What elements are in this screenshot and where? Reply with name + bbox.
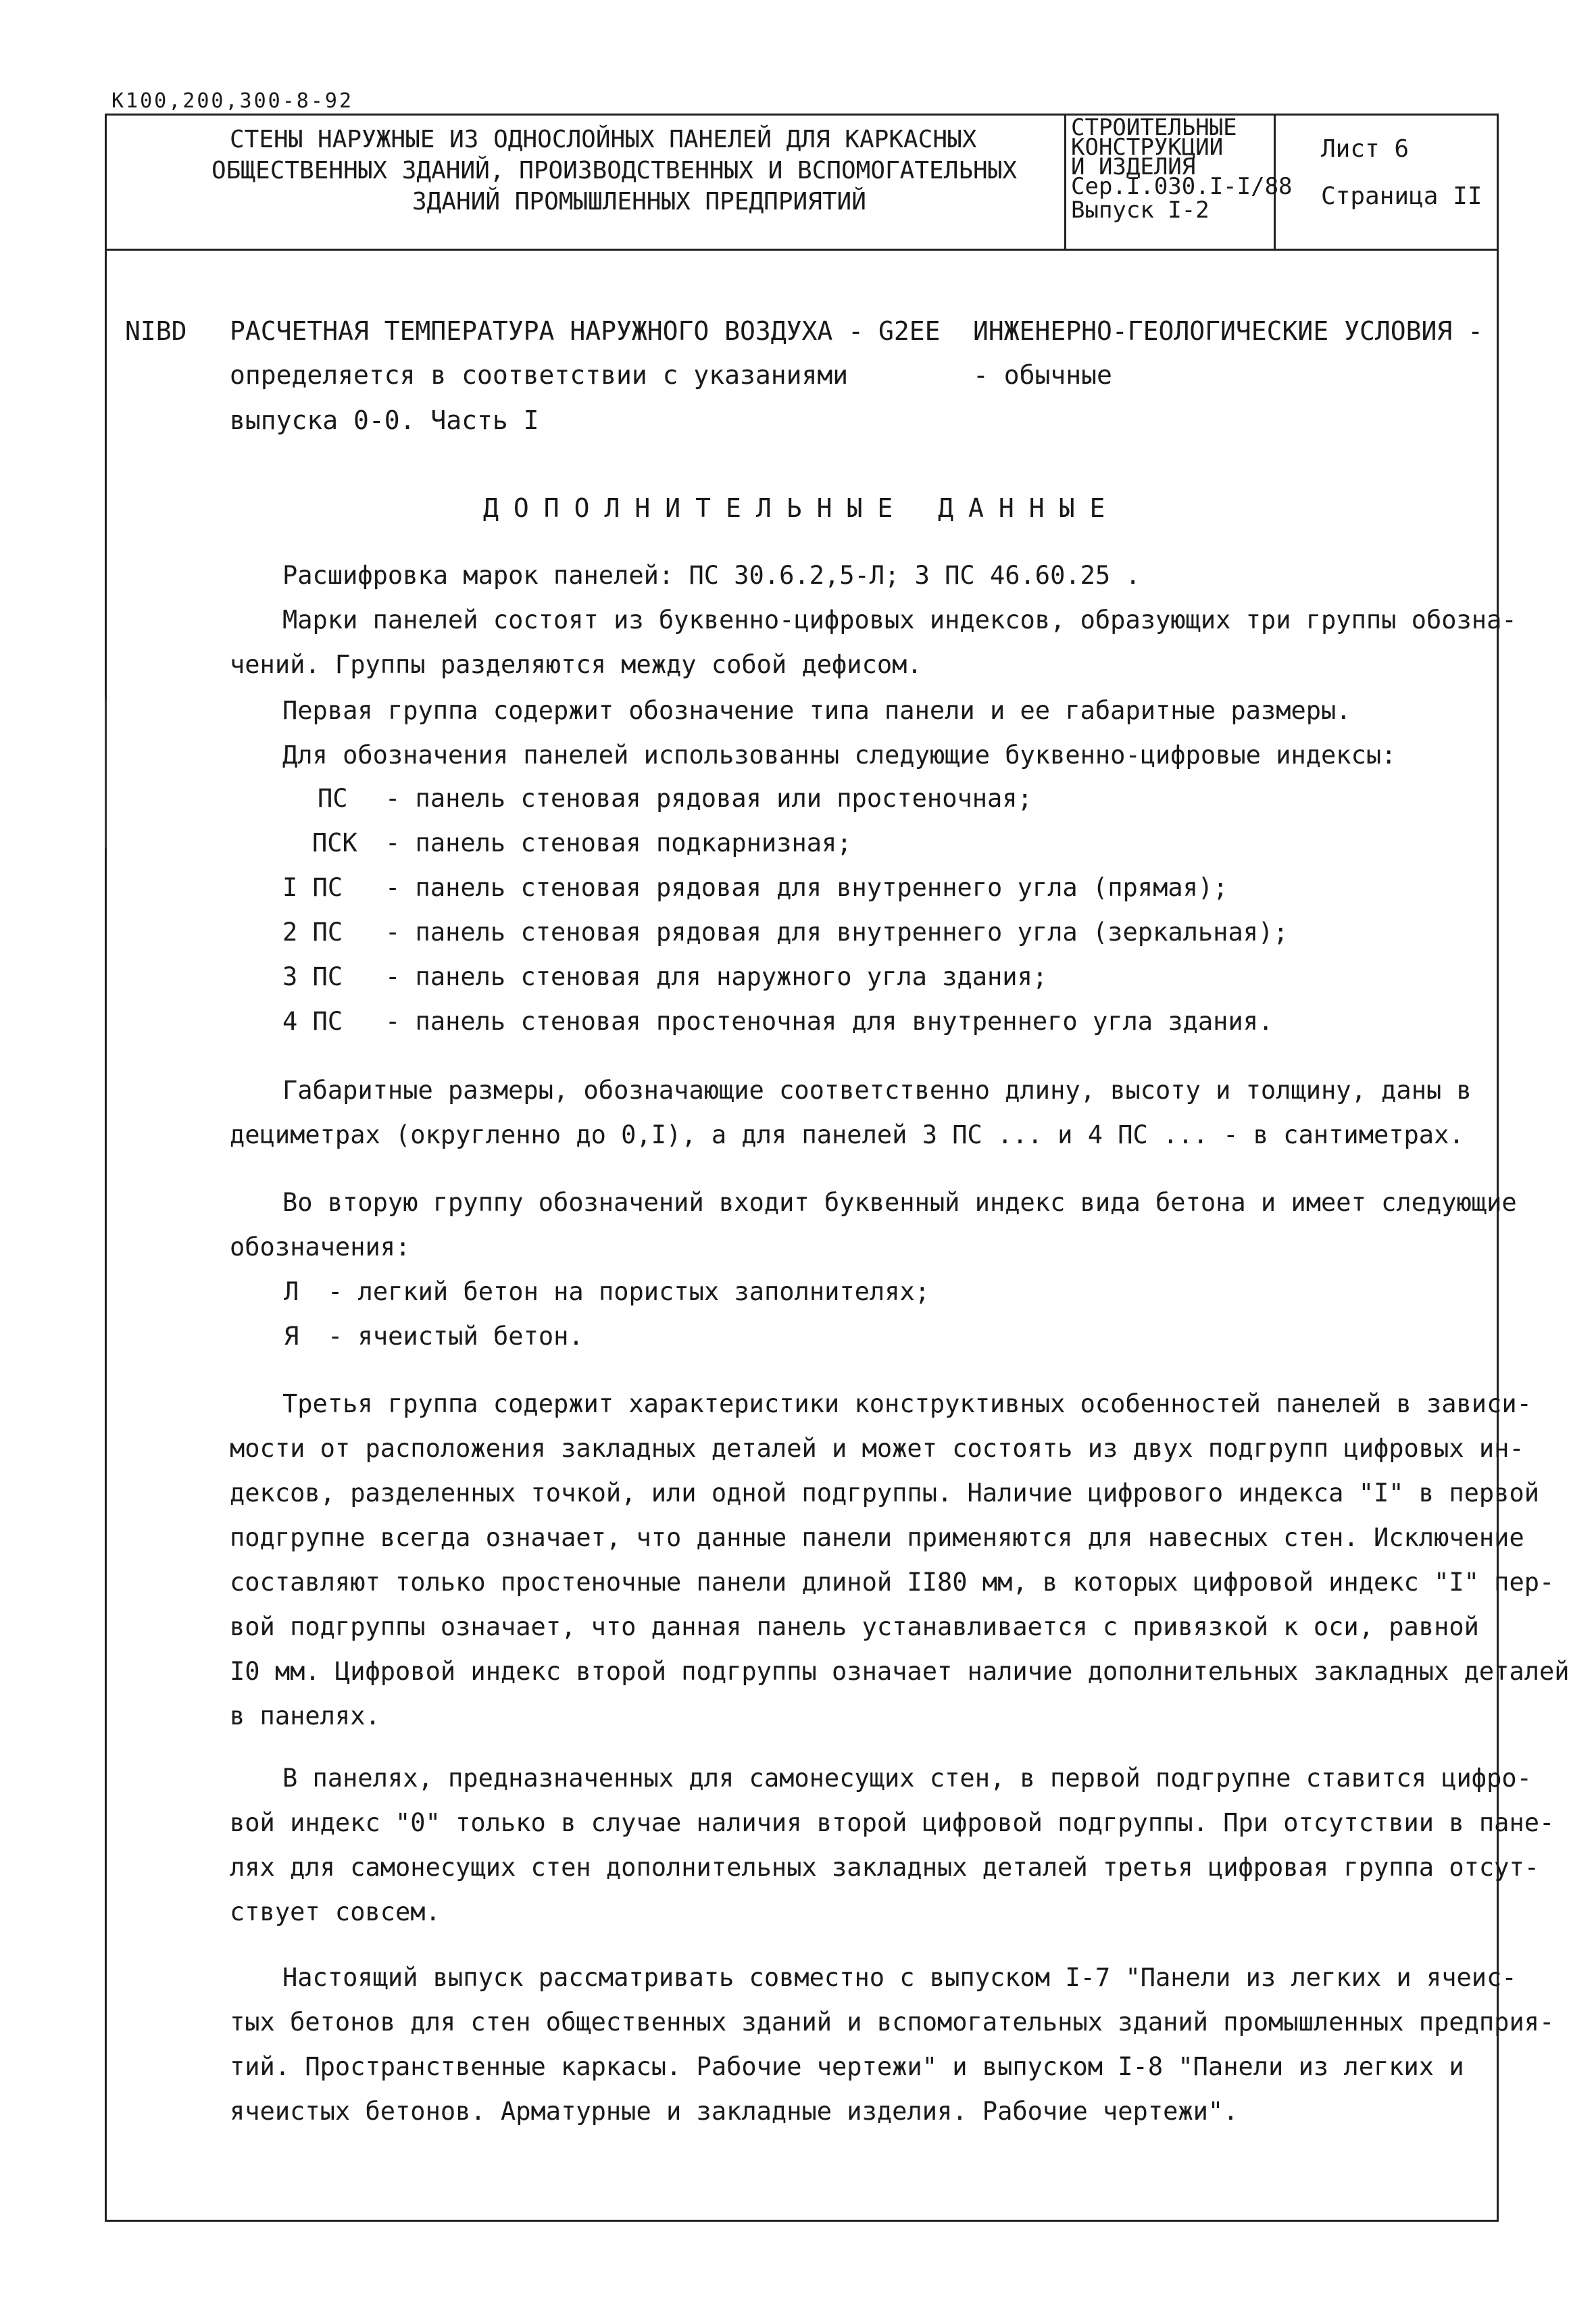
- stamp-line-1: СТРОИТЕЛЬНЫЕ: [1071, 114, 1237, 141]
- header-title-line-1: СТЕНЫ НАРУЖНЫЕ ИЗ ОДНОСЛОЙНЫХ ПАНЕЛЕЙ ДЛЯ КАРКАСНЫХ: [230, 126, 977, 153]
- group3-line-2: мости от расположения закладных деталей и может состоять из двух подгрупп цифровых ин-: [230, 1434, 1524, 1463]
- group3-line-7: I0 мм. Цифровой индекс второй подгруппы означает наличие дополнительных закладных деталей: [230, 1657, 1570, 1686]
- group3-line-6: вой подгруппы означает, что данная панель устанавливается с привязкой к оси, равной: [230, 1612, 1479, 1641]
- panel-type-code: 2 ПС: [282, 918, 343, 947]
- geology-line-2: - обычные: [973, 360, 1112, 390]
- section-heading: ДОПОЛНИТЕЛЬНЫЕ ДАННЫЕ: [483, 493, 1120, 523]
- intro-line-2: Марки панелей состоят из буквенно-цифровых индексов, образующих три группы обозна-: [282, 605, 1517, 634]
- selfbearing-line-4: ствует совсем.: [230, 1897, 441, 1926]
- selfbearing-line-1: В панелях, предназначенных для самонесущих стен, в первой подгрупне ставится цифро-: [282, 1764, 1532, 1793]
- group3-line-5: составляют только простеночные панели длиной II80 мм, в которых цифровой индекс "I" пер-: [230, 1568, 1555, 1597]
- panel-type-code: 4 ПС: [282, 1007, 343, 1036]
- panel-type-desc: - панель стеновая простеночная для внутреннего угла здания.: [385, 1007, 1274, 1036]
- dims-line-2: дециметрах (округленно до 0,I), а для панелей 3 ПС ... и 4 ПС ... - в сантиметрах.: [230, 1120, 1464, 1149]
- group3-line-8: в панелях.: [230, 1701, 380, 1731]
- intro-line-4: Первая группа содержит обозначение типа панели и ее габаритные размеры.: [282, 696, 1351, 725]
- concrete-type-desc: - легкий бетон на пористых заполнителях;: [328, 1277, 930, 1306]
- sheet-number: Лист 6: [1321, 135, 1410, 163]
- header-divider: [105, 249, 1499, 251]
- final-line-1: Настоящий выпуск рассматривать совместно с выпуском I-7 "Панели из легких и ячеис-: [282, 1963, 1517, 1992]
- geology-line-1: ИНЖЕНЕРНО-ГЕОЛОГИЧЕСКИЕ УСЛОВИЯ -: [973, 316, 1483, 346]
- panel-type-desc: - панель стеновая рядовая или простеночная;: [385, 784, 1032, 813]
- panel-type-desc: - панель стеновая для наружного угла здания;: [385, 962, 1048, 991]
- climate-code: NIBD: [125, 316, 187, 346]
- final-line-3: тий. Пространственные каркасы. Рабочие чертежи" и выпуском I-8 "Панели из легких и: [230, 2052, 1464, 2081]
- final-line-4: ячеистых бетонов. Арматурные и закладные изделия. Рабочие чертежи".: [230, 2097, 1239, 2126]
- selfbearing-line-3: лях для самонесущих стен дополнительных закладных деталей третья цифровая группа отсут-: [230, 1853, 1540, 1882]
- panel-type-code: ПСК: [312, 828, 357, 857]
- header-title-line-2: ОБЩЕСТВЕННЫХ ЗДАНИЙ, ПРОИЗВОДСТВЕННЫХ И ВСПОМОГАТЕЛЬНЫХ: [211, 157, 1018, 184]
- document-code: К100,200,300-8-92: [111, 89, 354, 113]
- page-number: Страница II: [1321, 182, 1482, 210]
- intro-line-1: Расшифровка марок панелей: ПС 30.6.2,5-Л; 3 ПС 46.60.25 .: [282, 561, 1141, 590]
- climate-line-1: РАСЧЕТНАЯ ТЕМПЕРАТУРА НАРУЖНОГО ВОЗДУХА -: [230, 316, 864, 346]
- final-line-2: тых бетонов для стен общественных зданий и вспомогательных зданий промышленных предприя-: [230, 2008, 1555, 2037]
- group3-line-3: дексов, разделенных точкой, или одной подгруппы. Наличие цифрового индекса "I" в первой: [230, 1478, 1540, 1508]
- panel-type-desc: - панель стеновая рядовая для внутреннего угла (зеркальная);: [385, 918, 1289, 947]
- climate-line-3: выпуска 0-0. Часть I: [230, 405, 539, 435]
- group2-line-2: обозначения:: [230, 1233, 411, 1262]
- panel-type-code: ПС: [318, 784, 348, 813]
- stamp-issue: Выпуск I-2: [1071, 197, 1210, 224]
- panel-type-desc: - панель стеновая рядовая для внутреннего угла (прямая);: [385, 873, 1228, 902]
- dims-line-1: Габаритные размеры, обозначающие соответственно длину, высоту и толщину, даны в: [282, 1076, 1472, 1105]
- stamp-line-3: И ИЗДЕЛИЯ: [1071, 153, 1196, 180]
- panel-type-desc: - панель стеновая подкарнизная;: [385, 828, 852, 857]
- panel-type-code: I ПС: [282, 873, 343, 902]
- group3-line-4: подгрупне всегда означает, что данные панели применяются для навесных стен. Исключение: [230, 1523, 1524, 1552]
- header-col-divider-1: [1064, 114, 1066, 249]
- stamp-line-2: КОНСТРУКЦИИ: [1071, 134, 1224, 161]
- stamp-series: Сер.I.030.I-I/88: [1071, 173, 1293, 200]
- concrete-type-code: Л: [284, 1277, 299, 1306]
- margin-mark: [105, 699, 107, 848]
- group2-line-1: Во вторую группу обозначений входит буквенный индекс вида бетона и имеет следующие: [282, 1188, 1517, 1217]
- concrete-type-code: Я: [284, 1322, 299, 1351]
- group3-line-1: Третья группа содержит характеристики конструктивных особенностей панелей в зависи-: [282, 1389, 1532, 1418]
- selfbearing-line-2: вой индекс "0" только в случае наличия второй цифровой подгруппы. При отсутствии в пане-: [230, 1808, 1555, 1837]
- geology-code: G2EE: [878, 316, 941, 346]
- header-title-line-3: ЗДАНИЙ ПРОМЫШЛЕННЫХ ПРЕДПРИЯТИЙ: [412, 188, 866, 216]
- intro-line-3: чений. Группы разделяются между собой дефисом.: [230, 650, 922, 679]
- intro-line-5: Для обозначения панелей использованны следующие буквенно-цифровые индексы:: [282, 741, 1397, 770]
- concrete-type-desc: - ячеистый бетон.: [328, 1322, 584, 1351]
- panel-type-code: 3 ПС: [282, 962, 343, 991]
- climate-line-2: определяется в соответствии с указаниями: [230, 360, 849, 390]
